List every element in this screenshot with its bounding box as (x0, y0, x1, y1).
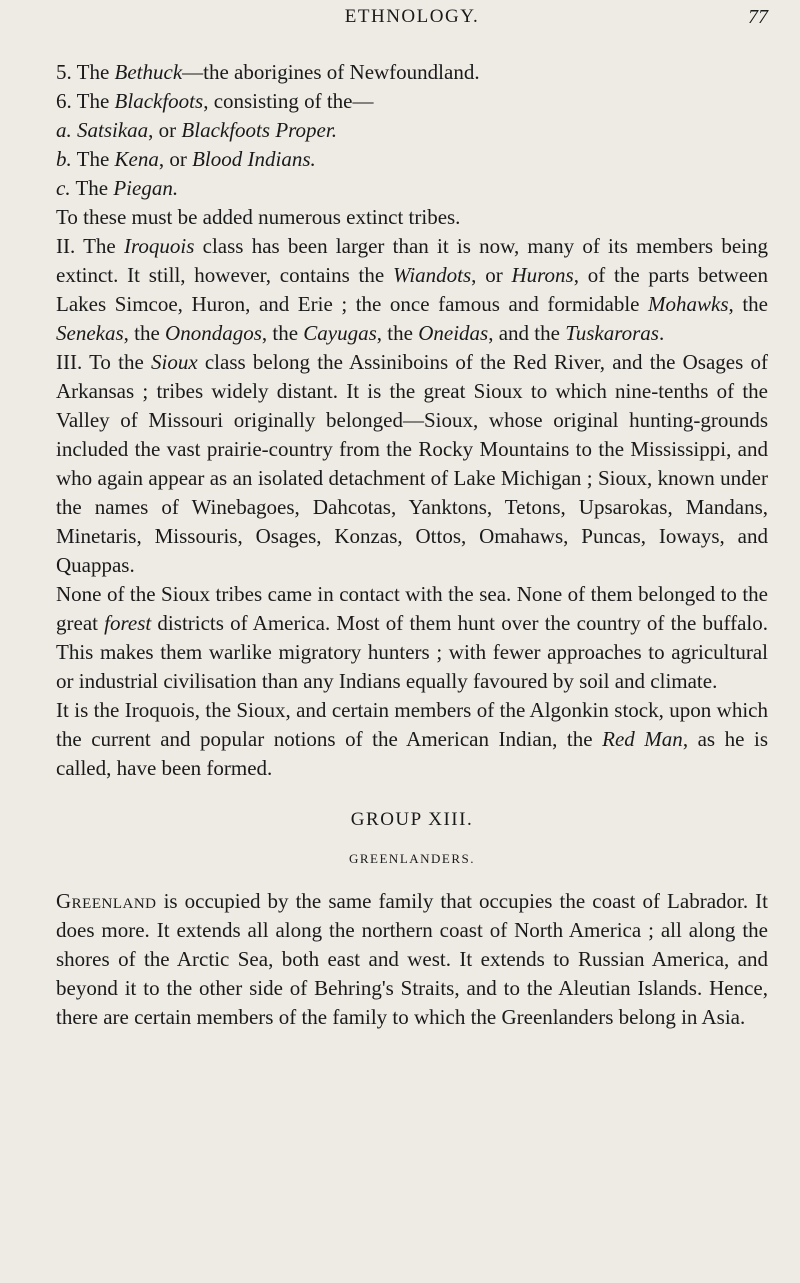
sioux-paragraph: III. To the Sioux class belong the Assiniboins of the Red River, and the Osages of Arkansas ; tribes widely distant. It is the great Sioux to which nine-tenths of the Valley of Missouri originally belonged—Sioux, whose original hunting-grounds included the vast prairie-country from the Rocky Mountains to the Mississippi, and who again appear as an isolated detachment of Lake Michigan ; Sioux, known under the names of Winebagoes, Dahcotas, Yanktons, Tetons, Upsarokas, Mandans, Minetaris, Missouris, Osages, Konzas, Ottos, Omahaws, Puncas, Ioways, and Quappas. (56, 350, 768, 577)
list-number: 5. (56, 60, 72, 84)
list-letter: a. (56, 118, 72, 142)
list-number: 6. (56, 89, 72, 113)
page-number: 77 (748, 6, 768, 28)
list-letter: b. (56, 147, 72, 171)
list-subitem-a: a. Satsikaa, or Blackfoots Proper. (56, 118, 337, 142)
running-title: ETHNOLOGY. (344, 6, 480, 27)
group-subheading: GREENLANDERS. (348, 851, 476, 866)
tribe-name: Blackfoots Proper. (181, 118, 337, 142)
running-head (56, 0, 768, 58)
greenland-paragraph: Greenland is occupied by the same family that occupies the coast of Labrador. It does more. It extends all along the northern coast of North America ; all along the shores of the Arctic Sea, both east and west. It extends to Russian America, and beyond it to the other side of Behring's Straits, and to the Aleutian Islands. Hence, there are certain members of the family to which the Greenlanders belong in Asia. (56, 889, 768, 1029)
list-letter: c. (56, 176, 71, 200)
tribe-name: Blood Indians. (192, 147, 316, 171)
extinct-tribes-note: To these must be added numerous extinct tribes. (56, 205, 461, 229)
tribe-name: Piegan. (113, 176, 179, 200)
tribe-name: Bethuck (114, 60, 183, 84)
list-subitem-c: c. The Piegan. (56, 176, 179, 200)
list-subitem-b: b. The Kena, or Blood Indians. (56, 147, 316, 171)
greenland-lead: Greenland (56, 889, 157, 913)
tribe-name: Kena (114, 147, 159, 171)
iroquois-paragraph: II. The Iroquois class has been larger than it is now, many of its members being extinct. It still, however, contains the Wiandots, or Hurons, of the parts between Lakes Simcoe, Huron, and Erie ; the once famous and formidable Mohawks, the Senekas, the Onondagos, the Cayugas, the Oneidas, and the Tuskaroras. (56, 234, 769, 345)
tribe-name: Blackfoots (114, 89, 204, 113)
red-man-paragraph: It is the Iroquois, the Sioux, and certain members of the Algonkin stock, upon which the current and popular notions of the American Indian, the Red Man, as he is called, have been formed. (56, 698, 768, 780)
list-item-5: 5. The Bethuck—the aborigines of Newfoundland. (56, 60, 480, 84)
tribe-name: Satsikaa (77, 118, 149, 142)
list-item-6: 6. The Blackfoots, consisting of the— (56, 89, 374, 113)
book-page (56, 0, 768, 1032)
sioux-detail-paragraph: None of the Sioux tribes came in contact with the sea. None of them belonged to the great forest districts of America. Most of them hunt over the country of the buffalo. This makes them warlike migratory hunters ; with fewer approaches to agricultural or industrial civilisation than any Indians equally favoured by soil and climate. (56, 582, 768, 693)
group-heading: GROUP XIII. (350, 809, 474, 830)
